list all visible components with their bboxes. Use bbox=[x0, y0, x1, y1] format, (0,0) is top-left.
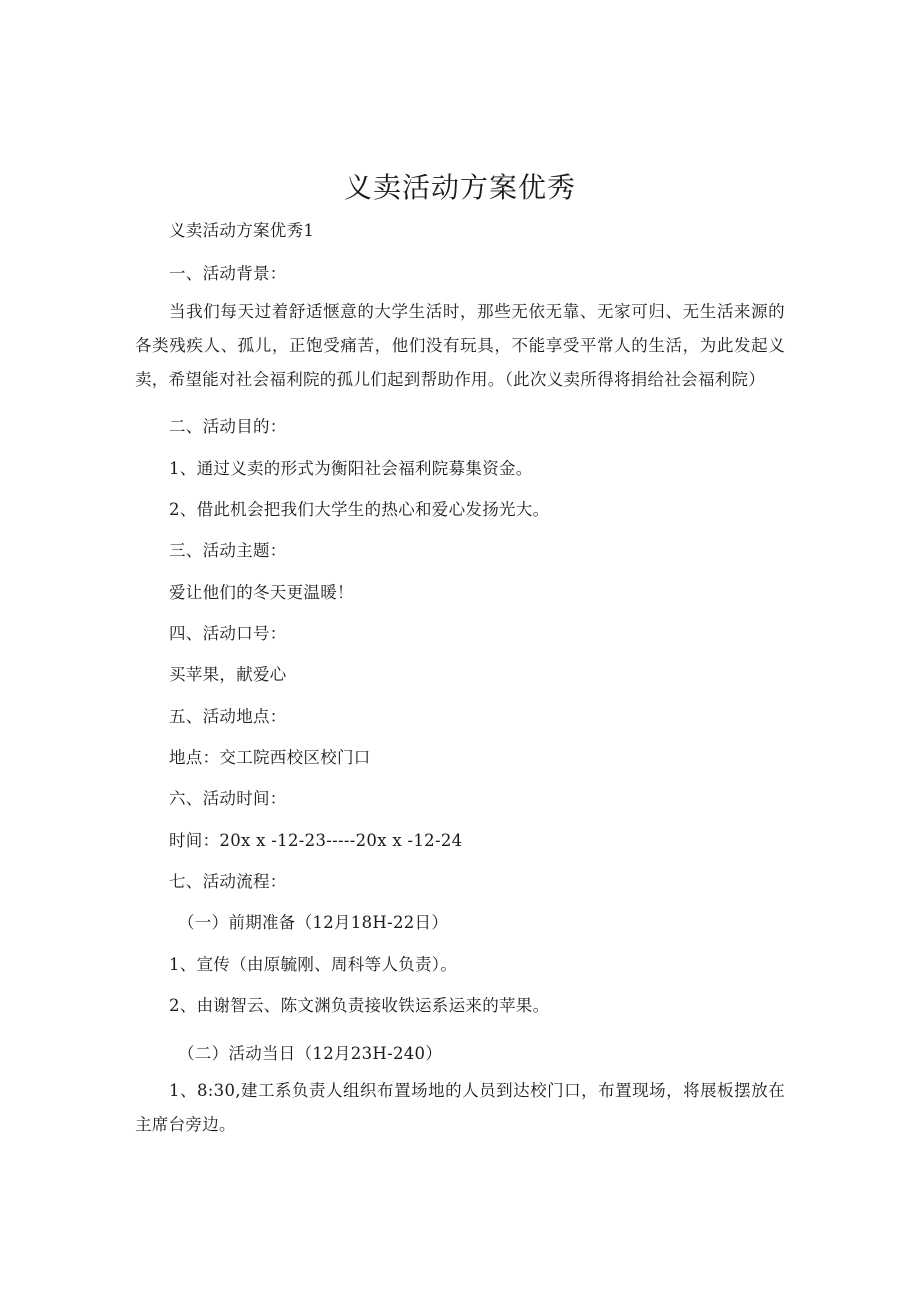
section-heading-purpose: 二、活动目的： bbox=[169, 417, 287, 436]
purpose-item-2: 2、借此机会把我们大学生的热心和爱心发扬光大。 bbox=[169, 500, 550, 519]
process-subheading-preparation: （一）前期准备（12月18H-22日） bbox=[178, 913, 449, 932]
document-title: 义卖活动方案优秀 bbox=[343, 171, 576, 204]
background-paragraph: 当我们每天过着舒适惬意的大学生活时，那些无依无靠、无家可归、无生活来源的各类残疾人、孤儿，正饱受痛苦，他们没有玩具，不能享受平常人的生活，为此发起义卖，希望能对社会福利院的孤儿们起到帮助作用。（此次义卖所得将捐给社会福利院） bbox=[135, 302, 785, 389]
section-heading-theme: 三、活动主题： bbox=[169, 541, 287, 560]
section-heading-slogan: 四、活动口号： bbox=[169, 624, 287, 643]
document-subtitle: 义卖活动方案优秀1 bbox=[169, 221, 315, 240]
theme-text: 爱让他们的冬天更温暖！ bbox=[169, 583, 354, 602]
process-subheading-event-day: （二）活动当日（12月23H-240） bbox=[178, 1044, 443, 1063]
event-day-item-1: 1、8:30,建工系负责人组织布置场地的人员到达校门口，布置现场，将展板摆放在主席台旁边。 bbox=[135, 1081, 785, 1134]
section-heading-time: 六、活动时间： bbox=[169, 789, 287, 808]
preparation-item-1: 1、宣传（由原毓刚、周科等人负责）。 bbox=[169, 955, 458, 974]
purpose-item-1: 1、通过义卖的形式为衡阳社会福利院募集资金。 bbox=[169, 459, 533, 478]
slogan-text: 买苹果，献爱心 bbox=[169, 665, 287, 684]
section-heading-location: 五、活动地点： bbox=[169, 707, 287, 726]
preparation-item-2: 2、由谢智云、陈文渊负责接收铁运系运来的苹果。 bbox=[169, 996, 550, 1015]
time-text: 时间：20x x -12-23-----20x x -12-24 bbox=[169, 831, 463, 850]
location-text: 地点：交工院西校区校门口 bbox=[169, 748, 371, 767]
section-heading-background: 一、活动背景： bbox=[169, 264, 287, 283]
section-heading-process: 七、活动流程： bbox=[169, 872, 287, 891]
